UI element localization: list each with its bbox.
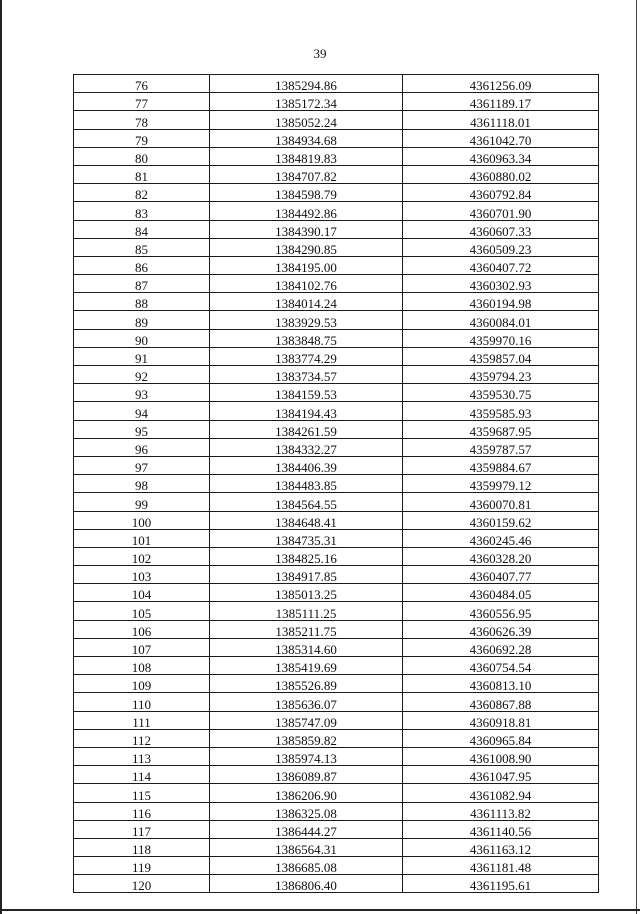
x-coordinate-cell: 1384483.85 (210, 475, 403, 493)
x-coordinate-cell: 1384390.17 (210, 220, 403, 238)
page-edge-bottom (0, 909, 640, 911)
table-row (74, 475, 599, 493)
point-number-cell: 119 (74, 857, 210, 875)
point-number-cell: 88 (74, 293, 210, 311)
x-coordinate-cell: 1384194.43 (210, 402, 403, 420)
point-number-cell: 110 (74, 693, 210, 711)
point-number-cell: 85 (74, 238, 210, 256)
y-coordinate-cell: 4359787.57 (403, 438, 599, 456)
y-coordinate-cell: 4360245.46 (403, 529, 599, 547)
point-number-cell: 94 (74, 402, 210, 420)
point-number-cell: 116 (74, 802, 210, 820)
y-coordinate-cell: 4361008.90 (403, 747, 599, 765)
y-coordinate-cell: 4359530.75 (403, 384, 599, 402)
point-number-cell: 105 (74, 602, 210, 620)
y-coordinate-cell: 4360867.88 (403, 693, 599, 711)
point-number-cell: 91 (74, 347, 210, 365)
point-number-cell: 79 (74, 129, 210, 147)
point-number-cell: 99 (74, 493, 210, 511)
y-coordinate-cell: 4359687.95 (403, 420, 599, 438)
y-coordinate-cell: 4361181.48 (403, 857, 599, 875)
page-edge-left (0, 0, 2, 914)
x-coordinate-cell: 1384917.85 (210, 566, 403, 584)
table-row (74, 602, 599, 620)
point-number-cell: 97 (74, 456, 210, 474)
y-coordinate-cell: 4361082.94 (403, 784, 599, 802)
y-coordinate-cell: 4360407.77 (403, 566, 599, 584)
x-coordinate-cell: 1384492.86 (210, 202, 403, 220)
x-coordinate-cell: 1384819.83 (210, 147, 403, 165)
table-row (74, 147, 599, 165)
table-row (74, 584, 599, 602)
point-number-cell: 95 (74, 420, 210, 438)
table-row (74, 729, 599, 747)
table-row (74, 238, 599, 256)
table-row (74, 620, 599, 638)
y-coordinate-cell: 4360484.05 (403, 584, 599, 602)
point-number-cell: 86 (74, 256, 210, 274)
x-coordinate-cell: 1385859.82 (210, 729, 403, 747)
table-row (74, 711, 599, 729)
x-coordinate-cell: 1385747.09 (210, 711, 403, 729)
table-row (74, 165, 599, 183)
x-coordinate-cell: 1385211.75 (210, 620, 403, 638)
y-coordinate-cell: 4360556.95 (403, 602, 599, 620)
x-coordinate-cell: 1383734.57 (210, 366, 403, 384)
y-coordinate-cell: 4360880.02 (403, 165, 599, 183)
x-coordinate-cell: 1384014.24 (210, 293, 403, 311)
table-row (74, 493, 599, 511)
point-number-cell: 113 (74, 747, 210, 765)
point-number-cell: 90 (74, 329, 210, 347)
x-coordinate-cell: 1385294.86 (210, 75, 403, 93)
y-coordinate-cell: 4360701.90 (403, 202, 599, 220)
y-coordinate-cell: 4360918.81 (403, 711, 599, 729)
table-row (74, 202, 599, 220)
y-coordinate-cell: 4361140.56 (403, 820, 599, 838)
table-row (74, 111, 599, 129)
x-coordinate-cell: 1386564.31 (210, 838, 403, 856)
table-row (74, 129, 599, 147)
point-number-cell: 103 (74, 566, 210, 584)
y-coordinate-cell: 4360159.62 (403, 511, 599, 529)
table-row (74, 875, 599, 893)
table-row (74, 402, 599, 420)
table-row (74, 347, 599, 365)
table-row (74, 857, 599, 875)
table-row (74, 275, 599, 293)
point-number-cell: 112 (74, 729, 210, 747)
y-coordinate-cell: 4361195.61 (403, 875, 599, 893)
y-coordinate-cell: 4360607.33 (403, 220, 599, 238)
x-coordinate-cell: 1385419.69 (210, 657, 403, 675)
y-coordinate-cell: 4361163.12 (403, 838, 599, 856)
point-number-cell: 87 (74, 275, 210, 293)
x-coordinate-cell: 1386325.08 (210, 802, 403, 820)
y-coordinate-cell: 4360692.28 (403, 638, 599, 656)
x-coordinate-cell: 1384102.76 (210, 275, 403, 293)
table-row (74, 75, 599, 93)
y-coordinate-cell: 4361042.70 (403, 129, 599, 147)
table-row (74, 547, 599, 565)
point-number-cell: 77 (74, 93, 210, 111)
x-coordinate-cell: 1385013.25 (210, 584, 403, 602)
y-coordinate-cell: 4360070.81 (403, 493, 599, 511)
table-row (74, 820, 599, 838)
y-coordinate-cell: 4360965.84 (403, 729, 599, 747)
table-row (74, 657, 599, 675)
point-number-cell: 101 (74, 529, 210, 547)
x-coordinate-cell: 1384735.31 (210, 529, 403, 547)
y-coordinate-cell: 4360407.72 (403, 256, 599, 274)
x-coordinate-cell: 1386444.27 (210, 820, 403, 838)
y-coordinate-cell: 4360963.34 (403, 147, 599, 165)
x-coordinate-cell: 1386206.90 (210, 784, 403, 802)
x-coordinate-cell: 1384406.39 (210, 456, 403, 474)
x-coordinate-cell: 1384332.27 (210, 438, 403, 456)
table-row (74, 456, 599, 474)
point-number-cell: 108 (74, 657, 210, 675)
table-row (74, 438, 599, 456)
table-row (74, 838, 599, 856)
x-coordinate-cell: 1384159.53 (210, 384, 403, 402)
point-number-cell: 111 (74, 711, 210, 729)
y-coordinate-cell: 4360626.39 (403, 620, 599, 638)
x-coordinate-cell: 1384290.85 (210, 238, 403, 256)
x-coordinate-cell: 1384648.41 (210, 511, 403, 529)
table-row (74, 766, 599, 784)
table-row (74, 802, 599, 820)
table-row (74, 693, 599, 711)
x-coordinate-cell: 1385974.13 (210, 747, 403, 765)
table-row (74, 184, 599, 202)
x-coordinate-cell: 1384934.68 (210, 129, 403, 147)
table-row (74, 747, 599, 765)
y-coordinate-cell: 4361189.17 (403, 93, 599, 111)
x-coordinate-cell: 1383929.53 (210, 311, 403, 329)
x-coordinate-cell: 1383848.75 (210, 329, 403, 347)
table-row (74, 511, 599, 529)
x-coordinate-cell: 1384825.16 (210, 547, 403, 565)
point-number-cell: 106 (74, 620, 210, 638)
x-coordinate-cell: 1385172.34 (210, 93, 403, 111)
table-row (74, 675, 599, 693)
point-number-cell: 93 (74, 384, 210, 402)
y-coordinate-cell: 4360813.10 (403, 675, 599, 693)
table-row (74, 784, 599, 802)
x-coordinate-cell: 1385052.24 (210, 111, 403, 129)
coordinates-table (73, 74, 599, 893)
point-number-cell: 83 (74, 202, 210, 220)
point-number-cell: 118 (74, 838, 210, 856)
point-number-cell: 78 (74, 111, 210, 129)
page-edge-right (636, 0, 637, 914)
table-row (74, 311, 599, 329)
x-coordinate-cell: 1385111.25 (210, 602, 403, 620)
x-coordinate-cell: 1385314.60 (210, 638, 403, 656)
y-coordinate-cell: 4361047.95 (403, 766, 599, 784)
x-coordinate-cell: 1384564.55 (210, 493, 403, 511)
table-row (74, 566, 599, 584)
point-number-cell: 104 (74, 584, 210, 602)
point-number-cell: 100 (74, 511, 210, 529)
point-number-cell: 76 (74, 75, 210, 93)
point-number-cell: 115 (74, 784, 210, 802)
point-number-cell: 82 (74, 184, 210, 202)
y-coordinate-cell: 4359884.67 (403, 456, 599, 474)
y-coordinate-cell: 4359979.12 (403, 475, 599, 493)
point-number-cell: 120 (74, 875, 210, 893)
x-coordinate-cell: 1386806.40 (210, 875, 403, 893)
table-row (74, 256, 599, 274)
y-coordinate-cell: 4361256.09 (403, 75, 599, 93)
y-coordinate-cell: 4359585.93 (403, 402, 599, 420)
x-coordinate-cell: 1384707.82 (210, 165, 403, 183)
point-number-cell: 96 (74, 438, 210, 456)
table-row (74, 638, 599, 656)
coordinates-table-body (74, 75, 599, 893)
y-coordinate-cell: 4361118.01 (403, 111, 599, 129)
point-number-cell: 107 (74, 638, 210, 656)
x-coordinate-cell: 1384261.59 (210, 420, 403, 438)
y-coordinate-cell: 4359794.23 (403, 366, 599, 384)
table-row (74, 529, 599, 547)
page-number: 39 (313, 46, 327, 61)
x-coordinate-cell: 1386089.87 (210, 766, 403, 784)
table-row (74, 384, 599, 402)
table-row (74, 220, 599, 238)
point-number-cell: 92 (74, 366, 210, 384)
x-coordinate-cell: 1383774.29 (210, 347, 403, 365)
y-coordinate-cell: 4360302.93 (403, 275, 599, 293)
y-coordinate-cell: 4360328.20 (403, 547, 599, 565)
y-coordinate-cell: 4360754.54 (403, 657, 599, 675)
point-number-cell: 109 (74, 675, 210, 693)
table-row (74, 293, 599, 311)
point-number-cell: 98 (74, 475, 210, 493)
x-coordinate-cell: 1385636.07 (210, 693, 403, 711)
y-coordinate-cell: 4359857.04 (403, 347, 599, 365)
y-coordinate-cell: 4361113.82 (403, 802, 599, 820)
point-number-cell: 80 (74, 147, 210, 165)
y-coordinate-cell: 4360084.01 (403, 311, 599, 329)
y-coordinate-cell: 4360509.23 (403, 238, 599, 256)
point-number-cell: 102 (74, 547, 210, 565)
table-row (74, 366, 599, 384)
y-coordinate-cell: 4360194.98 (403, 293, 599, 311)
table-row (74, 93, 599, 111)
point-number-cell: 81 (74, 165, 210, 183)
table-row (74, 420, 599, 438)
x-coordinate-cell: 1384195.00 (210, 256, 403, 274)
x-coordinate-cell: 1386685.08 (210, 857, 403, 875)
point-number-cell: 114 (74, 766, 210, 784)
x-coordinate-cell: 1385526.89 (210, 675, 403, 693)
point-number-cell: 84 (74, 220, 210, 238)
table-row (74, 329, 599, 347)
point-number-cell: 89 (74, 311, 210, 329)
y-coordinate-cell: 4360792.84 (403, 184, 599, 202)
point-number-cell: 117 (74, 820, 210, 838)
y-coordinate-cell: 4359970.16 (403, 329, 599, 347)
x-coordinate-cell: 1384598.79 (210, 184, 403, 202)
